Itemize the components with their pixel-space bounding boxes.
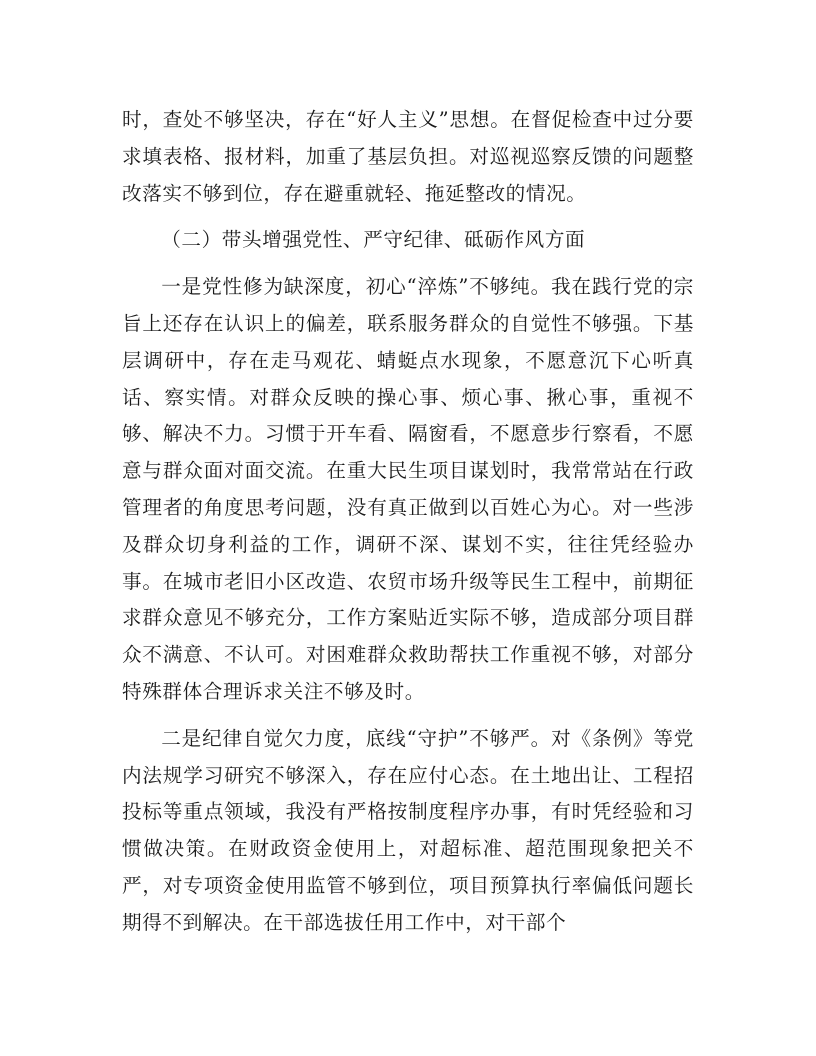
section-heading: （二）带头增强党性、严守纪律、砥砺作风方面 [161, 228, 586, 252]
paragraph-party-spirit: 一是党性修为缺深度，初心“淬炼”不够纯。我在践行党的宗旨上还存在认识上的偏差，联系服务群众的自觉性不够强。下基层调研中，存在走马观花、蜻蜓点水现象，不愿意沉下心听真话、察实情。对群众反映的操心事、烦心事、揪心事，重视不够、解决不力。习惯于开车看、隔窗看，不愿意步行察看，不愿意与群众面对面交流。在重大民生项目谋划时，我常常站在行政管理者的角度思考问题，没有真正做到以百姓心为心。对一些涉及群众切身利益的工作，调研不深、谋划不实，往往凭经验办事。在城市老旧小区改造、农贸市场升级等民生工程中，前期征求群众意见不够充分，工作方案贴近实际不够，造成部分项目群众不满意、不认可。对困难群众救助帮扶工作重视不够，对部分特殊群体合理诉求关注不够及时。 [122, 275, 694, 703]
document-body [122, 102, 694, 952]
paragraph-discipline: 二是纪律自觉欠力度，底线“守护”不够严。对《条例》等党内法规学习研究不够深入，存在应付心态。在土地出让、工程招投标等重点领域，我没有严格按制度程序办事，有时凭经验和习惯做决策。在财政资金使用上，对超标准、超范围现象把关不严，对专项资金使用监管不够到位，项目预算执行率偏低问题长期得不到解决。在干部选拔任用工作中，对干部个 [122, 726, 694, 934]
paragraph-continuation: 时，查处不够坚决，存在“好人主义”思想。在督促检查中过分要求填表格、报材料，加重了基层负担。对巡视巡察反馈的问题整改落实不够到位，存在避重就轻、拖延整改的情况。 [122, 108, 694, 205]
